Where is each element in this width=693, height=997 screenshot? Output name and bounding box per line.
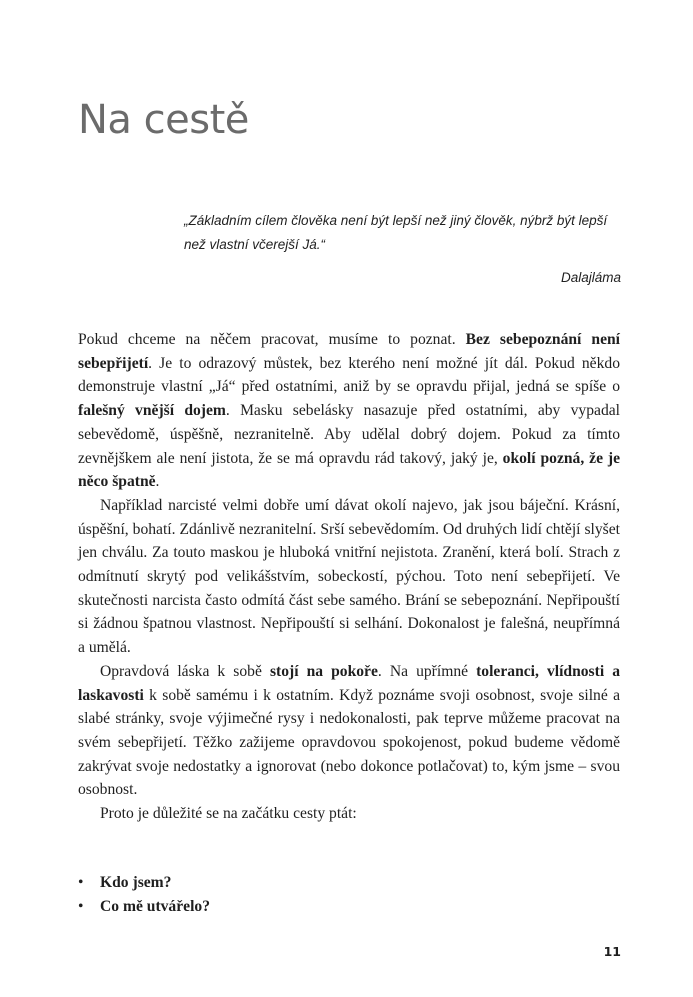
paragraph-1-emphasis: okolí pozná, že je něco špatně: [78, 449, 620, 491]
paragraph-2: Například narcisté velmi dobře umí dávat okolí najevo, jak jsou báječní. Krásní, úspěšní, bohatí. Zdánlivě nezranitelní. Srší sebevědomím. Od druhých lidí chtějí slyšet jen chválu. Za touto maskou je hluboká vnitřní nejistota. Zranění, která bolí. Strach z odmítnutí skrytý pod velikášstvím, sobeckostí, pýchou. Toto není sebepřijetí. Ve skutečnosti narcista často odmítá část sebe samého. Brání se sebepoznání. Nepřipouští si žádnou špatnou vlastnost. Nepřipouští si selhání. Dokonalost je falešná, neupřímná a umělá.: [78, 496, 620, 657]
paragraph-3-text: . Na upřímné: [377, 662, 477, 680]
paragraph-3-emphasis: toleranci, vlídnosti a laskavosti: [78, 662, 621, 704]
page-number: 11: [603, 944, 621, 959]
bullet-marker: •: [78, 874, 84, 891]
list-item-text: Co mě utvářelo?: [100, 898, 210, 915]
paragraph-3: [78, 660, 620, 802]
paragraph-3-text: k sobě samému i k ostatním. Když poznáme svoji osobnost, svoje silné a slabé stránky, svoje výjimečné rysy i nedokonalosti, pak teprve můžeme pracovat na svém sebepřijetí. Těžko zažijeme opravdovou spokojenost, pokud budeme vědomě zakrývat svoje nedostatky a ignorovat (nebo dokonce potlačovat) to, kým jsme – svou osobnost.: [78, 686, 620, 799]
paragraph-1-text: .: [155, 473, 160, 491]
epigraph-quote: „Základním cílem člověka není být lepší než jiný člověk, nýbrž být lepší než vlastní včerejší Já.“: [184, 213, 608, 252]
list-item: [78, 871, 210, 895]
list-item: [78, 895, 210, 919]
paragraph-3-text: Opravdová láska k sobě: [100, 662, 270, 680]
paragraph-1-emphasis: falešný vnější dojem: [78, 402, 226, 420]
paragraph-1-text: Pokud chceme na něčem pracovat, musíme to poznat.: [78, 331, 466, 348]
bullet-marker: •: [78, 898, 84, 915]
paragraph-1: [78, 328, 620, 494]
paragraph-3-emphasis: stojí na pokoře: [269, 662, 378, 680]
chapter-title: Na cestě: [78, 96, 249, 143]
body-text: [78, 328, 620, 826]
list-item-text: Kdo jsem?: [100, 874, 172, 891]
paragraph-1-text: . Masku sebelásky nasazuje před ostatními, aby vypadal sebevědomě, úspěšně, nezranitelně. Aby udělal dobrý dojem. Pokud za tímto zevnějškem ale není jistota, že se má opravdu rád takový, jaký je,: [78, 402, 620, 467]
epigraph-author: Dalajláma: [560, 270, 621, 285]
paragraph-1-text: . Je to odrazový můstek, bez kterého není možné jít dál. Pokud někdo demonstruje vlastní „Já“ před ostatními, aniž by se opravdu přijal, jedná se spíše o: [78, 354, 620, 396]
question-list: [78, 871, 210, 919]
paragraph-1-emphasis: Bez sebepoznání není sebepřijetí: [78, 331, 620, 372]
paragraph-4: Proto je důležité se na začátku cesty ptát:: [100, 805, 357, 823]
